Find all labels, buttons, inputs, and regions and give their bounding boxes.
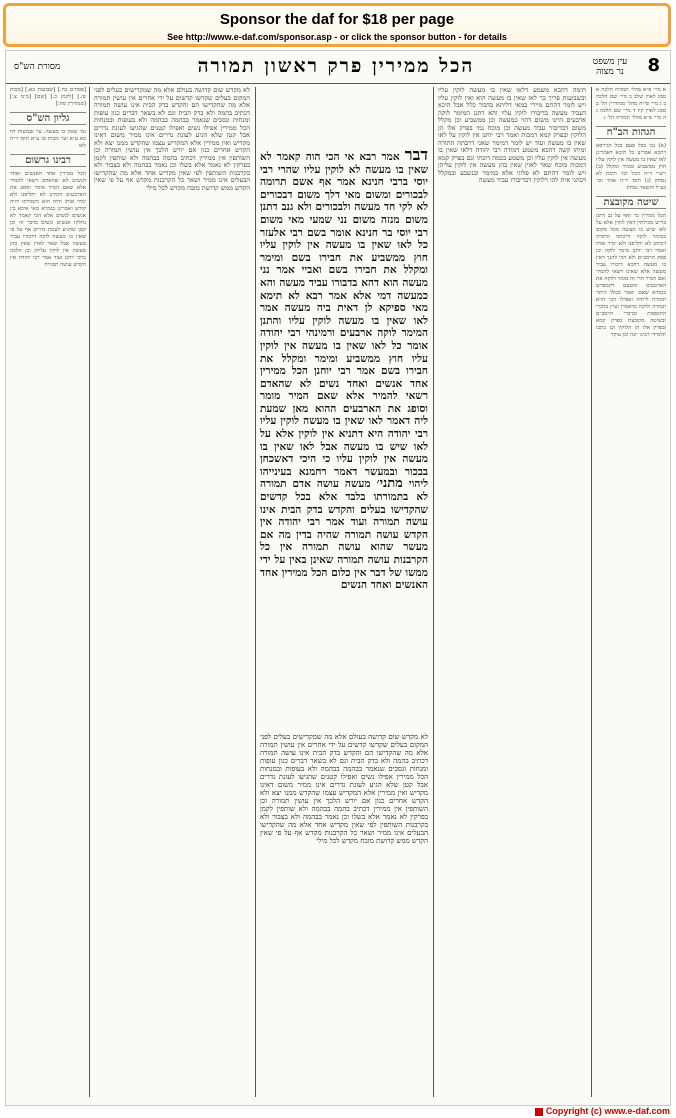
tosafot-rule xyxy=(433,87,434,1097)
gemara-text: אמר רבא אי הכי הוה קאמר לא שאין בו מעשה לא לוקין עליו שהרי רבי יוסי ברבי חנינא אמר אף אשם תרומה לבכורים ומשום מאי דלך משום דבכורים לא לקי חד מעשה ולבכורים ולא גנב דתנן משום מנזה משום נני שמעי מאי משום רבי יוסי בר חנינא אומר בשם רבי אלעזר כל לאו שאין בו מעשה אין לוקין עליו חוץ ממשביע את חבירו בשם ומימר ומקלל את חבירו בשם ואביי אמר נני מעשה הוא דהא בדבורו עביד מעשה והא כמעשה דמי אלא אמר רבא לא תימא מאי ספיקא לן דאית ביה מעשה אמר לאו שאין בו מעשה לוקין עליו והתנן המימר לוקה ארבעים ורמינהי רבי יהודה אומר כל לאו שאין בו מעשה אין לוקין עליו חוץ ממשביע ומימר ומקלל את חבירו בשם אמר רבי יוחנן הכל ממירין אחד אנשים ואחד נשים לא שהאדם רשאי להמיר אלא שאם המיר מומר וסופג את הארבעים ההוא מאן שמעת ליה דאמר לאו שאין בו מעשה לוקין עליו רבי יהודה היא דתניא אין לוקין אלא על לאו שיש בו מעשה אבל לאו שאין בו מעשה אין לוקין עליו כי היכי דאשכחן בבכור ובמעשר דאמר רחמנא בעינייהו ליהוי xyxy=(260,151,428,491)
copyright-footer[interactable] xyxy=(535,1106,670,1116)
gemara-opening-word: דבר xyxy=(404,149,428,164)
tosafot-column xyxy=(438,87,586,1097)
header-divider xyxy=(6,83,670,84)
shita-text: הכל ממירין כו׳ ואף על גב דתנן בריש מכילתין דאין לוקין אלא על לאו שיש בו מעשה מכל מקום במימר לוקה דרבתה התורה דכתיב לא יחליפנו ולא ימיר אותו ואמר רבי יוחנן מימר לוקה וכן פסק הרמב״ם ולא דמי להנך דאין בו מעשה דהכא דיבורו עביד מעשה אלא שאינו רשאי להמיר ואם המיר הרי זה מומר ולוקה את הארבעים והטעם דקמפרש בגמרא שאם יאמר בכלל היתר תמורה ליתיה ואפילו הכי הויא תמורה ולוקה כדאמרן ועיין בדברי התוספות ובדברי הרמב״ם ובשיטה מקובצת בפרק קמא ובפרק אלו הן הלוקין וכן כתבו תלמידי רבינו יונה וכן עיקר xyxy=(596,213,666,338)
sponsor-subtitle: See http://www.e-daf.com/sponsor.asp - or click the sponsor button - for details xyxy=(167,32,507,42)
lower-commentary xyxy=(260,733,428,1097)
hagahot-title: הגהות הב"ח xyxy=(596,126,666,139)
copyright-icon xyxy=(535,1108,543,1116)
tosafot-text: תימה דהכא משמע דלאו שאין בו מעשה לוקין עליו ובשבועות פריך בר לאו שאין בו מעשה הוא ואין לוקין עליו ויש לומר דהתם מיירי במאי דליתא בדבור כלל אבל היכא דעביד מעשה בדיבורו לוקין עליו והא דתנן המימר לוקה ארבעים היינו משום דהוי כמעשה וכן ממשביע וכן מקלל משום דבדיבור עביד מעשה וכן מוכח נמי בפרק אלו הן הלוקין ובפרק קמא דמכות ואמר רבי יוחנן אין לוקין על לאו שאין בו מעשה ועוד יש לומר דמימר שאני דרבתה התורה ומיהו קשה דהכא משמע דמודה רבי יהודה דלאו שאין בו מעשה אין לוקין עליו וכן משמע בכמה דוכתי וגם בפרק קמא דמכות מוכח שאר לאוין שאין בהן מעשה אין לוקין עליהן ויש לומר דהתם לא פליגי אלא במימר ובנשבע ובמקלל דבהני אית להו דלוקין דבדיבורו עביד מעשה xyxy=(438,87,586,184)
ein-mishpat-text: א מיי׳ פ״א מהל׳ תמורה הלכה א סמג לאוין שלב ב מיי׳ שם הלכה ב ג מיי׳ פי״ח מהל׳ סנהדרין הל׳ ב סמג לאוין קיז ד מיי׳ שם הלכה ג ה מיי׳ פ״א מהל׳ תמורה הל׳ ג xyxy=(596,87,666,121)
left-margin-rule xyxy=(89,87,90,1097)
right-margin-rule xyxy=(591,87,592,1097)
masoret-text: [פסחים כח.] [שבועות כא.] [מכות טז.] [לקמן כ.] [שם] [ב״מ צ:] [סנהדרין סה:] xyxy=(10,87,86,107)
rashi-rule xyxy=(255,87,256,1097)
rashi-text: לא מקדש שום קדושה בעולם אלא מה שמקדישים בעלים לפני המקום בעלים שקדשו קדשים על ידי אחרים אין עושין תמורה אלא מה שהקדישו הם והקדש בדק הבית אינו עושה תמורה דכתיב בהמה ולא בדק הבית וגם לא בשאר דברים כגון עופות ומנחות ונסכים שנאמר בבהמה בבהמה ולא בעופות ובמנחות הכל ממירין אפילו נשים ואפילו קטנים שהגיעו לעונת נדרים אבל קטן שלא הגיע לעונת נדרים אינו ממיר משום דאינו מקדיש ואין ממירין אלא המקדיש עצמו שהקדש ממנו יצא ולא הקדש אחרים כגון אם יורש הלכך אין עושין תמורה וכן השותפין אין ממירין דכתיב בהמה בבהמה ולא שותפין לקמן בפרקין לא נאמר אלא בשלו וכן נאמר בבהמה ולא בצבור ולא בקרבנות השותפין לפי שאין מקדיש אחד אלא מה שהקדישו הבעלים אינו ממיר ושאר כל הקרבנות מקדש אף על פי שאין הקדש ממש קדושת מזבח מקדש לכל מילי xyxy=(94,87,250,192)
page-header xyxy=(6,55,670,83)
page-title: הכל ממירין פרק ראשון תמורה xyxy=(197,55,475,77)
gemara-text-2: מעשה עושה אדם תמורה לא בתמורתו בלבד אלא בכל קדשים שהקדישו בעלים והקדש בדק הבית אינו עושה תמורה ועוד אמר רבי יהודה אין הקדש עושה תמורה שהיה בדין מה אם מעשר שהוא עושה תמורה אין כל הקרבנות עושה תמורה שאינן באין על ידי ממשו של דבר אין כלום הכל ממירין אחד האנשים ואחד הנשים xyxy=(260,478,428,592)
shita-title: שיטה מקובצת xyxy=(596,196,666,209)
rashi-column xyxy=(94,87,250,1097)
gilyon-title: גליון הש"ס xyxy=(10,112,86,125)
lower-commentary-text: לא מקדש שום קדושה בעולם אלא מה שמקדישים בעלים לפני המקום בעלים שקדשו קדשים על ידי אחרים אין עושין תמורה אלא מה שהקדישו הם והקדש בדק הבית אינו עושה תמורה דכתיב בהמה ולא בדק הבית וגם לא בשאר דברים כגון עופות ומנחות ונסכים שנאמר בבהמה בבהמה ולא בעופות ובמנחות הכל ממירין אפילו נשים ואפילו קטנים שהגיעו לעונת נדרים אבל קטן שלא הגיע לעונת נדרים אינו ממיר משום דאינו מקדיש ואין ממירין אלא המקדיש עצמו שהקדש ממנו יצא ולא הקדש אחרים כגון אם יורש הלכך אין עושין תמורה וכן השותפין אין ממירין דכתיב בהמה בבהמה ולא שותפין לקמן בפרקין לא נאמר אלא בשלו וכן נאמר בבהמה ולא בצבור ולא בקרבנות השותפין לפי שאין מקדיש אחד אלא מה שהקדישו הבעלים אינו ממיר ושאר כל הקרבנות מקדש אף על פי שאין הקדש ממש קדושת מזבח מקדש לכל מילי xyxy=(260,733,428,845)
daf-number: 8 xyxy=(647,55,660,76)
rabbeinu-text: הכל ממירין אחד האנשים ואחד הנשים לא שהאדם רשאי להמיר אלא שאם המיר מומר וסופג את הארבעים דכתיב לא יחליפנו ולא ימיר אותו והיה הוא ותמורתו יהיה קודש ואמרינן בגמרא מאי איכא בין אנשים לנשים אלא הכי קאמר לא נחלקו אנשים ונשים בדבר זה וכן קטן שהגיע לעונת נדרים אף על פי שאין בו מעשה לוקה דדבורו עביד מעשה אבל שאר לאוין שאין בהן מעשה אין לוקין עליהן וכן הלכה כרבי יוחנן ועוד אמר רבי יהודה אין הקדש עושה תמורה xyxy=(10,171,86,268)
gemara-column xyxy=(260,149,428,729)
ein-mishpat-label: עין משפט נר מצוה xyxy=(592,57,628,77)
left-margin-column xyxy=(10,87,86,1097)
sponsor-banner[interactable] xyxy=(3,3,671,47)
gilyon-text: גמ׳ שאין בו מעשה. עי׳ שבועות דף כא ע״א ועי׳ מכות טז ע״א תוס׳ ד״ה לאו xyxy=(10,129,86,149)
sponsor-title[interactable]: Sponsor the daf for $18 per page xyxy=(219,11,455,28)
copyright-text[interactable]: Copyright (c) www.e-daf.com xyxy=(545,1106,670,1116)
right-margin-column xyxy=(596,87,666,1097)
rabbeinu-title: רבינו גרשום xyxy=(10,154,86,167)
talmud-page xyxy=(5,50,671,1106)
matnitin-label: מתני׳ xyxy=(376,476,403,492)
hagahot-text: (א) גמ׳ בכל פעם בכל הגירסא דהכא אמרינן כל היכא דאמרינן לאו שאין בו מעשה אין לוקין עליו חוץ ממשביע וממיר ומקלל (ב) רש״י ד״ה הכל וכו׳ תיבת לא נמחק (ג) תוס׳ ד״ה אמר וכו׳ כצ״ל והשאר נמחק xyxy=(596,143,666,191)
masoret-label: מסורת הש"ס xyxy=(14,62,61,72)
